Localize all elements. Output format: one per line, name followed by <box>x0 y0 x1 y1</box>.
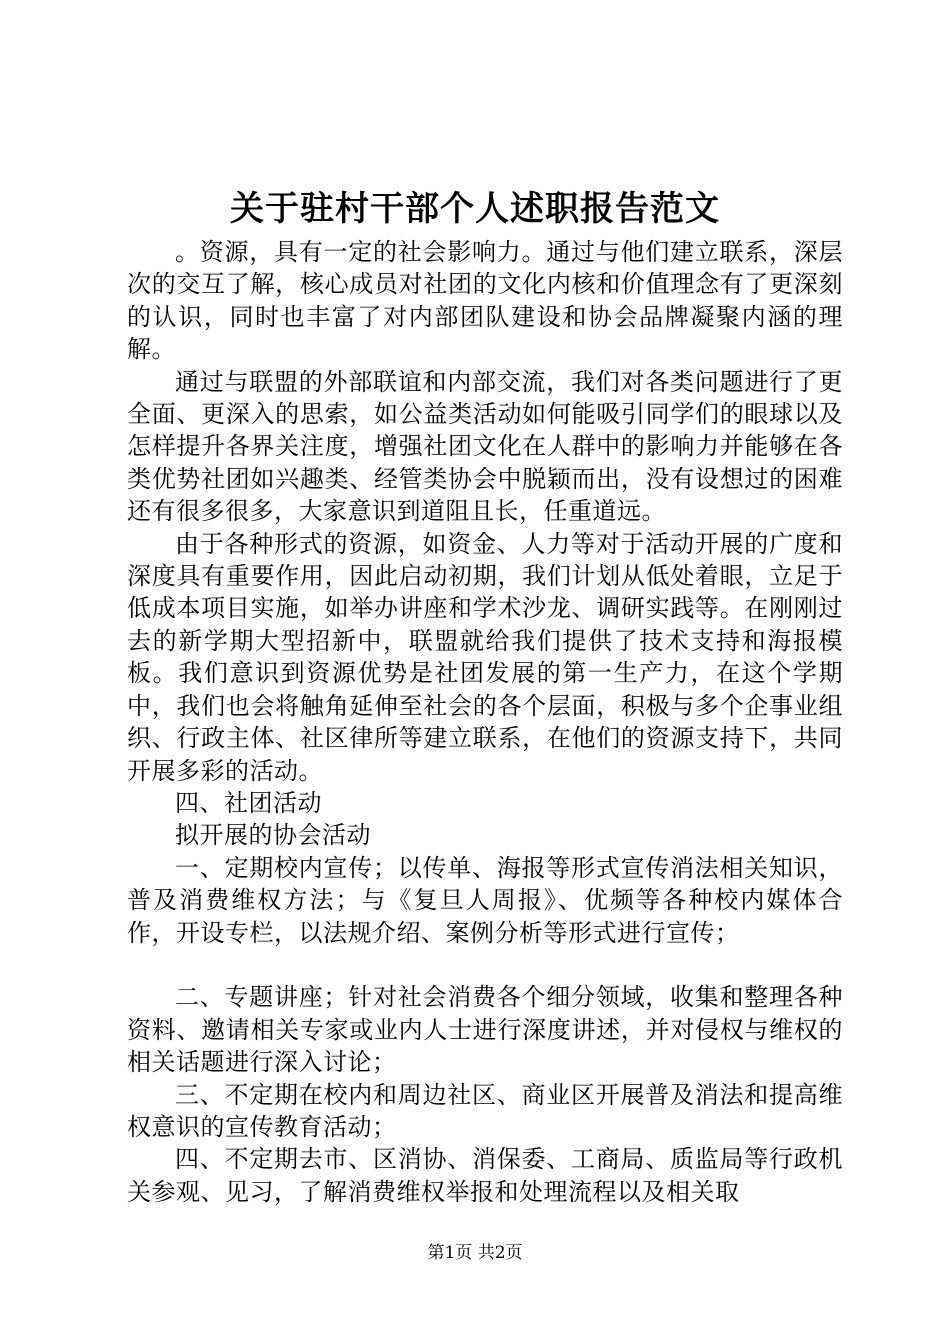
page-number: 第1页 共2页 <box>427 1243 523 1263</box>
paragraph: 。资源，具有一定的社会影响力。通过与他们建立联系，深层次的交互了解，核心成员对社团的文化内核和价值理念有了更深刻的认识，同时也丰富了对内部团队建设和协会品牌凝聚内涵的理解。 <box>127 238 843 364</box>
document-title: 关于驻村干部个人述职报告范文 <box>230 189 720 229</box>
blank-line <box>127 949 843 981</box>
paragraph: 一、定期校内宣传；以传单、海报等形式宣传消法相关知识，普及消费维权方法；与《复旦人周报》、优频等各种校内媒体合作，开设专栏，以法规介绍、案例分析等形式进行宣传； <box>127 853 843 947</box>
document-body <box>127 236 843 1208</box>
paragraph: 通过与联盟的外部联谊和内部交流，我们对各类问题进行了更全面、更深入的思索，如公益类活动如何能吸引同学们的眼球以及怎样提升各界关注度，增强社团文化在人群中的影响力并能够在各类优势社团如兴趣类、经管类协会中脱颖而出，没有设想过的困难还有很多很多，大家意识到道阻且长，任重道远。 <box>127 367 843 526</box>
paragraph: 二、专题讲座；针对社会消费各个细分领域，收集和整理各种资料、邀请相关专家或业内人士进行深度讲述，并对侵权与维权的相关话题进行深入讨论； <box>127 983 843 1077</box>
paragraph: 四、不定期去市、区消协、消保委、工商局、质监局等行政机关参观、见习，了解消费维权举报和处理流程以及相关取 <box>127 1145 843 1206</box>
paragraph: 三、不定期在校内和周边社区、商业区开展普及消法和提高维权意识的宣传教育活动； <box>127 1080 843 1141</box>
subsection-heading: 拟开展的协会活动 <box>175 821 371 850</box>
paragraph: 由于各种形式的资源，如资金、人力等对于活动开展的广度和深度具有重要作用，因此启动初期，我们计划从低处着眼，立足于低成本项目实施，如举办讲座和学术沙龙、调研实践等。在刚刚过去的新学期大型招新中，联盟就给我们提供了技术支持和海报模板。我们意识到资源优势是社团发展的第一生产力，在这个学期中，我们也会将触角延伸至社会的各个层面，积极与多个企事业组织、行政主体、社区律所等建立联系，在他们的资源支持下，共同开展多彩的活动。 <box>127 529 843 785</box>
section-heading: 四、社团活动 <box>175 788 322 817</box>
